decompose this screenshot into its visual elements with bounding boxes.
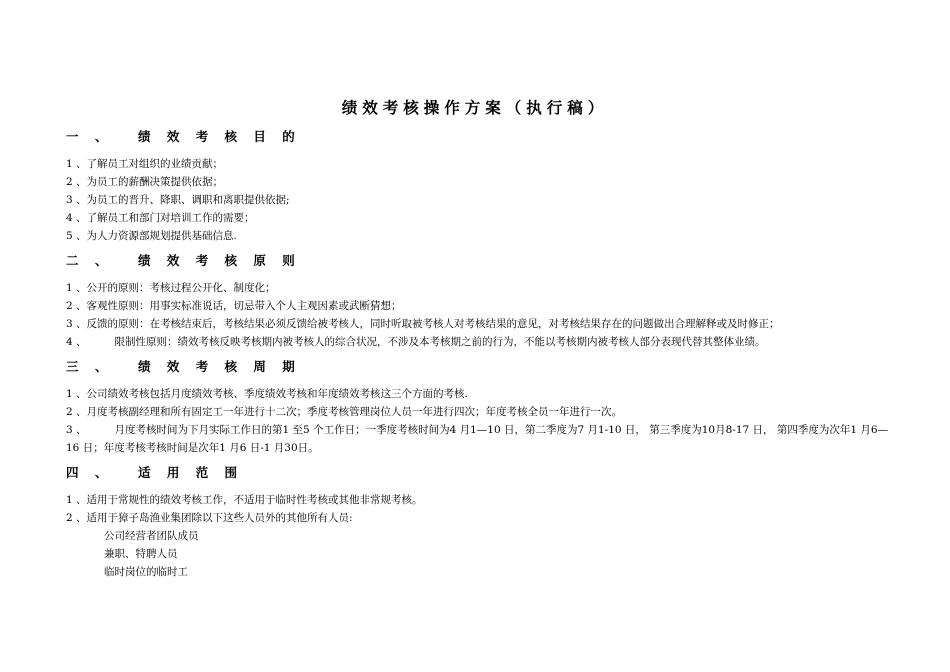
section-purpose [66, 127, 890, 245]
section-heading [66, 357, 890, 379]
list-item: 2 、月度考核副经理和所有固定工一年进行十二次；季度考核管理岗位人员一年进行四次；年度考核全员一年进行一次。 [66, 406, 623, 418]
list-item-text: 月度考核时间为下月实际工作日的第1 至5 个工作日；一季度考核时间为4 月1—10 日，第二季度为7 月1-10 日， 第三季度为10月8-17 日， 第四季度为次年1 月6—16 日；年度考核考核时间是次年1 月6 日-1 月30日。 [66, 424, 889, 454]
section-cycle [66, 357, 890, 457]
list-item-number: 3 、 [66, 424, 87, 436]
section-title: 适 用 范 围 [138, 465, 244, 480]
list-item: 2 、适用于獐子岛渔业集团除以下这些人员外的其他所有人员: [66, 512, 353, 524]
list-item: 1 、公开的原则：考核过程公开化、制度化； [66, 282, 276, 294]
list-item-number: 4 、 [66, 336, 87, 348]
list-item: 1 、公司绩效考核包括月度绩效考核、季度绩效考核和年度绩效考核这三个方面的考核. [66, 388, 468, 400]
section-title: 绩 效 考 核 原 则 [138, 253, 301, 268]
section-heading [66, 127, 890, 149]
section-list [66, 155, 890, 245]
list-item: 1 、了解员工对组织的业绩贡献； [66, 158, 224, 170]
list-item: 临时岗位的临时工 [104, 566, 188, 578]
section-number: 二 、 [66, 253, 114, 268]
section-scope [66, 463, 890, 581]
document-title: 绩效考核操作方案（执行稿） [341, 99, 609, 117]
list-item: 3 、反馈的原则：在考核结束后，考核结果必须反馈给被考核人，同时听取被考核人对考核结果的意见，对考核结果存在的问题做出合理解释或及时修正； [66, 318, 780, 330]
section-title: 绩 效 考 核 周 期 [138, 359, 301, 374]
section-number: 四 、 [66, 465, 114, 480]
list-item: 公司经营者团队成员 [104, 530, 199, 542]
section-list [66, 385, 890, 457]
list-item: 4 、了解员工和部门对培训工作的需要； [66, 212, 255, 224]
section-heading [66, 463, 890, 485]
list-item: 兼职、特聘人员 [104, 548, 178, 560]
list-item [66, 333, 890, 351]
list-item: 5 、为人力资源部规划提供基础信息. [66, 230, 237, 242]
section-number: 一 、 [66, 129, 114, 144]
section-principles [66, 251, 890, 351]
list-item-text: 限制性原则：绩效考核反映考核期内被考核人的综合状况，不涉及本考核期之前的行为，不能以考核期内被考核人部分表现代替其整体业绩。 [114, 336, 766, 348]
document-body [66, 127, 890, 587]
list-item [66, 421, 890, 457]
list-item: 1 、适用于常规性的绩效考核工作，不适用于临时性考核或其他非常规考核。 [66, 494, 423, 506]
section-list [66, 491, 890, 581]
list-item: 3 、为员工的晋升、降职、调职和离职提供依据; [66, 194, 290, 206]
list-item: 2 、客观性原则：用事实标准说话，切忌带入个人主观因素或武断猜想； [66, 300, 402, 312]
section-heading [66, 251, 890, 273]
section-number: 三 、 [66, 359, 114, 374]
section-list [66, 279, 890, 351]
section-title: 绩 效 考 核 目 的 [138, 129, 301, 144]
list-item: 2 、为员工的薪酬决策提供依据； [66, 176, 224, 188]
